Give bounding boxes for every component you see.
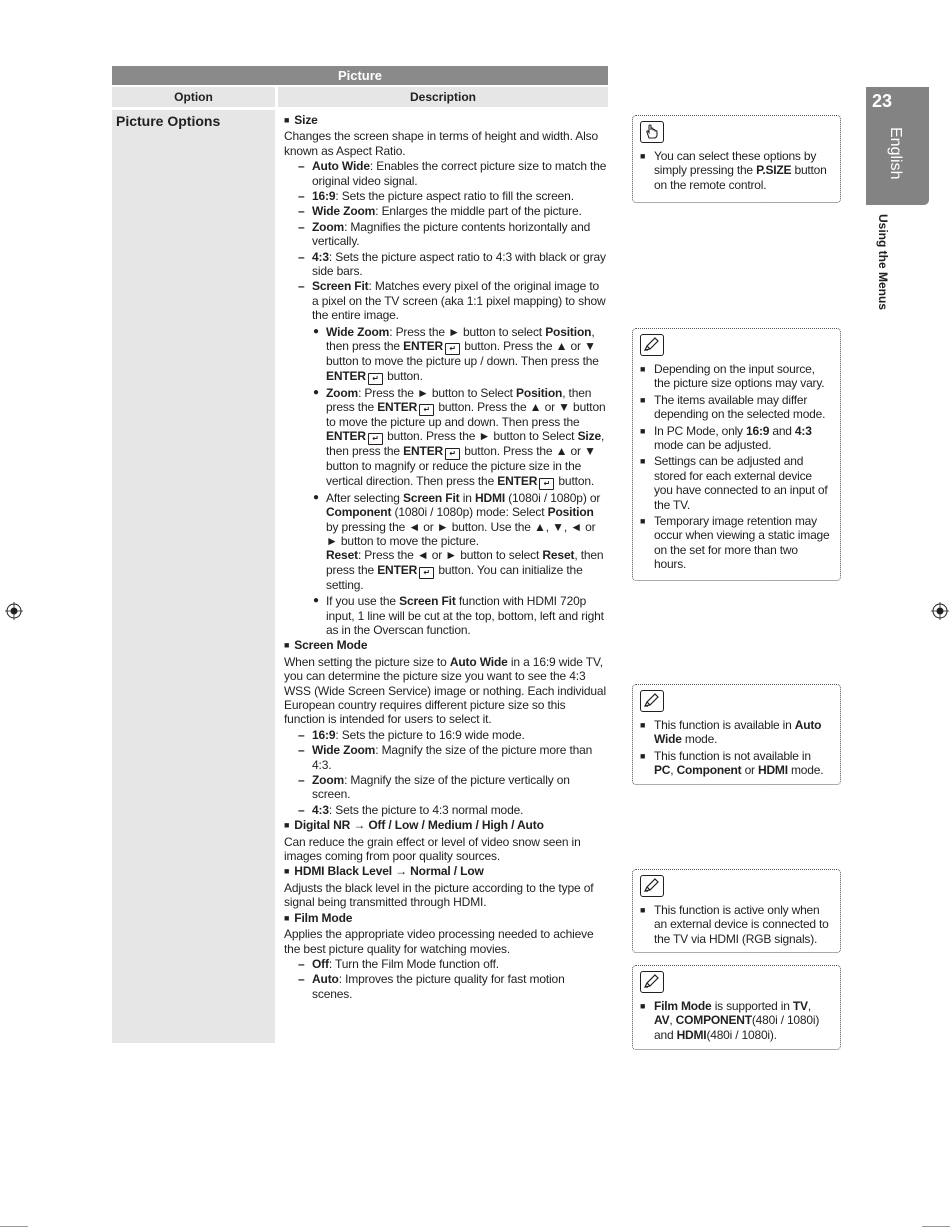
trim-mark: [0, 1226, 28, 1227]
trim-mark: [922, 1226, 950, 1227]
note-pen-icon: [640, 334, 664, 356]
digital-nr-text: Can reduce the grain effect or level of video snow seen in images coming from poor quality sources.: [284, 834, 581, 864]
option-cell: Picture Options: [112, 110, 275, 1043]
page-number: 23: [872, 91, 893, 111]
note-item: ■ This function is not available in PC, Component or HDMI mode.: [640, 748, 824, 778]
note-item: ■ Depending on the input source, the picture size options may vary.: [640, 362, 825, 391]
note-box-screen-mode: [632, 684, 841, 785]
note-item: ■ The items available may differ depending on the selected mode.: [640, 392, 826, 422]
section-screen-mode-title: ■ Screen Mode: [284, 638, 368, 653]
enter-icon: ↵: [368, 373, 383, 385]
hand-pointer-icon: [640, 121, 664, 143]
screen-mode-4-3: – 4:3: Sets the picture to 4:3 normal mode.: [298, 802, 524, 817]
registration-mark-icon: [5, 602, 23, 620]
note-box-size-options: [632, 328, 841, 581]
note-pen-icon: [640, 690, 664, 712]
language-label: English: [887, 127, 904, 180]
note-pen-icon: [640, 875, 664, 897]
description-cell: [278, 110, 608, 1043]
table-row: [112, 110, 608, 1043]
film-mode-auto: – Auto: Improves the picture quality for fast motion scenes.: [298, 972, 565, 1001]
table-header: [112, 87, 608, 107]
bullet-zoom: ● Zoom: Press the ► button to Select Position, then press the ENTER ↵ button. Press the ▲ or ▼ button to move the picture up and down. Then press the ENTER ↵ button. Press the ► button to Select Size, then press the ENTER ↵ button. Press the ▲ or ▼ button to magnify or reduce the picture size in the vertical direction. Then press the ENTER ↵ button.: [313, 385, 606, 488]
bullet-wide-zoom: ● Wide Zoom: Press the ► button to select Position, then press the ENTER ↵ button. Press the ▲ or ▼ button to move the picture up / down. Then press the ENTER ↵ button.: [313, 324, 599, 383]
film-mode-off: – Off: Turn the Film Mode function off.: [298, 956, 499, 971]
section-label: Using the Menus: [876, 214, 890, 311]
size-intro: Changes the screen shape in terms of height and width. Also known as Aspect Ratio.: [284, 129, 599, 158]
enter-icon: ↵: [445, 448, 460, 460]
section-size-title: ■ Size: [284, 113, 318, 127]
size-option-16-9: – 16:9: Sets the picture aspect ratio to fill the screen.: [298, 189, 574, 204]
size-option-auto-wide: – Auto Wide: Enables the correct picture size to match the original video signal.: [298, 159, 607, 188]
section-film-mode-title: ■ Film Mode: [284, 910, 353, 925]
column-header-option: Option: [112, 87, 275, 107]
note-item: ■ This function is available in Auto Wide mode.: [640, 718, 822, 747]
note-item: ■ In PC Mode, only 16:9 and 4:3 mode can be adjusted.: [640, 423, 812, 453]
size-option-wide-zoom: – Wide Zoom: Enlarges the middle part of the picture.: [298, 204, 582, 219]
film-mode-text: Applies the appropriate video processing needed to achieve the best picture quality for watching movies.: [284, 927, 594, 956]
table-title: Picture: [112, 66, 608, 85]
enter-icon: ↵: [419, 567, 434, 579]
hdmi-black-level-text: Adjusts the black level in the picture according to the type of signal being transmitted through HDMI.: [284, 880, 594, 910]
note-pen-icon: [640, 971, 664, 993]
note-item: ■ Film Mode is supported in TV, AV, COMPONENT(480i / 1080i) and HDMI(480i / 1080i).: [640, 999, 820, 1042]
note-item: ■ Settings can be adjusted and stored for each external device you have connected to an input of the TV.: [640, 454, 828, 512]
page-tab: [866, 87, 929, 205]
screen-mode-zoom: – Zoom: Magnify the size of the picture vertically on screen.: [298, 773, 570, 802]
section-hdmi-black-level-title: ■ HDMI Black Level → Normal / Low: [284, 864, 484, 879]
registration-mark-icon: [931, 602, 949, 620]
enter-icon: ↵: [419, 404, 434, 416]
size-option-4-3: – 4:3: Sets the picture aspect ratio to 4:3 with black or gray side bars.: [298, 249, 606, 279]
enter-icon: ↵: [539, 478, 554, 490]
column-header-description: Description: [278, 87, 608, 107]
section-digital-nr-title: ■ Digital NR → Off / Low / Medium / High / Auto: [284, 818, 544, 833]
screen-mode-16-9: – 16:9: Sets the picture to 16:9 wide mode.: [298, 727, 525, 742]
enter-icon: ↵: [368, 433, 383, 445]
screen-mode-wide-zoom: – Wide Zoom: Magnify the size of the picture more than 4:3.: [298, 743, 593, 772]
enter-icon: ↵: [445, 343, 460, 355]
note-item: ■ This function is active only when an external device is connected to the TV via HDMI (RGB signals).: [640, 903, 829, 946]
note-box-film-mode: [632, 965, 841, 1050]
bullet-hdmi-720p: ● If you use the Screen Fit function with HDMI 720p input, 1 line will be cut at the top, bottom, left and right as in the Overscan function.: [313, 594, 604, 637]
bullet-screen-fit-hdmi: ● After selecting Screen Fit in HDMI (1080i / 1080p) or Component (1080i / 1080p) mode: Select Position by pressing the ◄ or ► button. Use the ▲, ▼, ◄ or ► button to move the picture. Reset: Press the ◄ or ► button to select Reset, then press the ENTER ↵ button. You can initialize the setting.: [313, 490, 604, 592]
size-option-zoom: – Zoom: Magnifies the picture contents horizontally and vertically.: [298, 219, 591, 249]
note-item: ■ You can select these options by simply pressing the P.SIZE button on the remote control.: [640, 149, 827, 192]
note-box-hdmi-black-level: [632, 869, 841, 953]
picture-table: [112, 66, 608, 1043]
screen-mode-intro: When setting the picture size to Auto Wide in a 16:9 wide TV, you can determine the picture size you want to see the 4:3 WSS (Wide Screen Service) image or nothing. Each individual European country requires different picture size so this function is intended for users to select it.: [284, 654, 606, 727]
note-item: ■ Temporary image retention may occur when viewing a static image on the set for more than two hours.: [640, 514, 830, 572]
size-option-screen-fit: – Screen Fit: Matches every pixel of the original image to a pixel on the TV screen (aka 1:1 pixel mapping) to show the entire image.: [298, 279, 606, 323]
note-box-psize: [632, 115, 841, 203]
